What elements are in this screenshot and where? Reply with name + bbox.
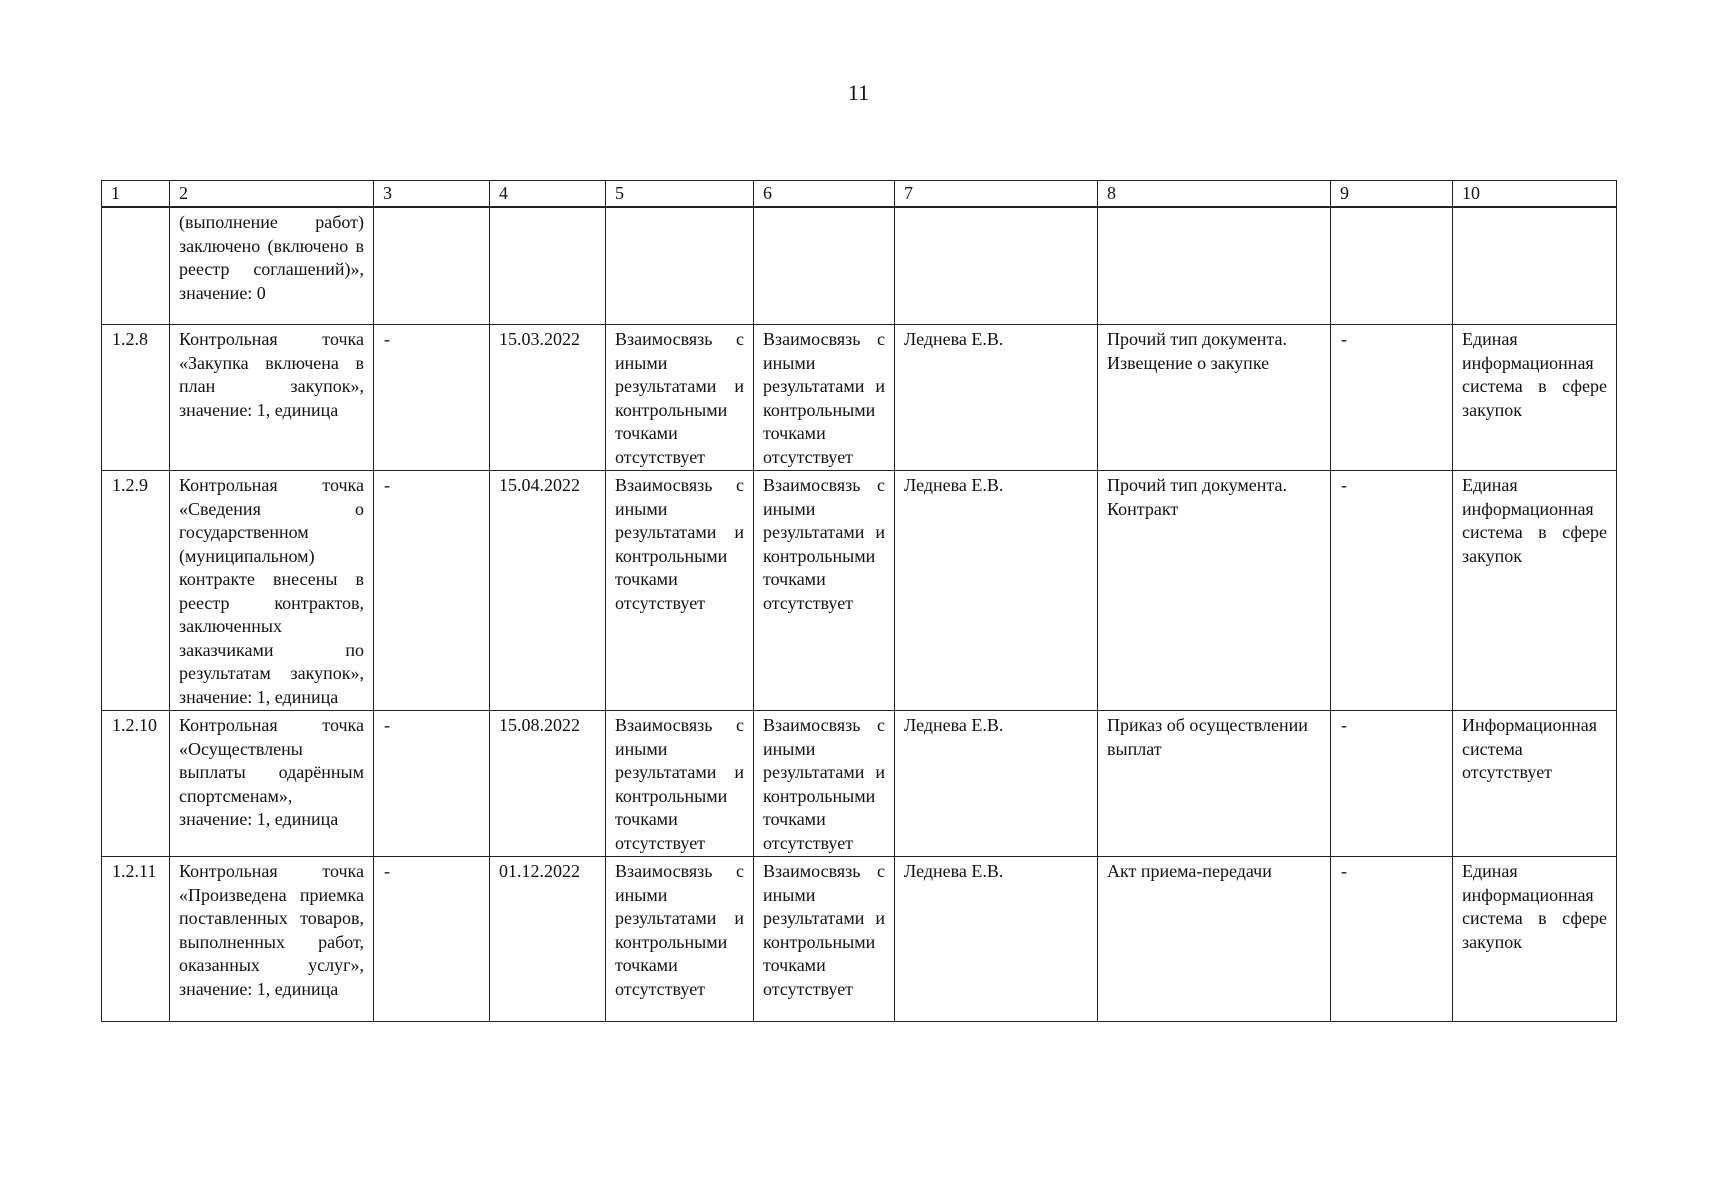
table-row: [102, 325, 1617, 471]
cell-date: 15.08.2022: [490, 711, 606, 857]
cell-date: 15.04.2022: [490, 471, 606, 711]
cell-num: 1.2.10: [102, 711, 170, 857]
cell-link-prev: Взаимосвязь с иными результатами и контрольными точками отсутствует: [606, 325, 754, 471]
header-col-8: 8: [1098, 181, 1331, 208]
cell-responsible: [895, 207, 1098, 325]
header-col-1: 1: [102, 181, 170, 208]
cell-col9: -: [1331, 325, 1453, 471]
cell-info-system: [1453, 207, 1617, 325]
cell-link-next: Взаимосвязь с иными результатами и контрольными точками отсутствует: [754, 857, 895, 1022]
cell-link-next: Взаимосвязь с иными результатами и контрольными точками отсутствует: [754, 711, 895, 857]
cell-doc-type: Приказ об осуществлении выплат: [1098, 711, 1331, 857]
header-col-6: 6: [754, 181, 895, 208]
cell-num: 1.2.8: [102, 325, 170, 471]
cell-info-system: Единая информационная система в сфере закупок: [1453, 325, 1617, 471]
cell-link-prev: Взаимосвязь с иными результатами и контрольными точками отсутствует: [606, 711, 754, 857]
cell-link-next: Взаимосвязь с иными результатами и контрольными точками отсутствует: [754, 471, 895, 711]
table-row: [102, 711, 1617, 857]
cell-col9: -: [1331, 857, 1453, 1022]
table-row: [102, 471, 1617, 711]
cell-name: Контрольная точка «Закупка включена в план закупок», значение: 1, единица: [170, 325, 374, 471]
cell-link-next: Взаимосвязь с иными результатами и контрольными точками отсутствует: [754, 325, 895, 471]
cell-doc-type: Прочий тип документа. Контракт: [1098, 471, 1331, 711]
cell-num: [102, 207, 170, 325]
header-col-10: 10: [1453, 181, 1617, 208]
cell-col3: -: [374, 711, 490, 857]
cell-col3: -: [374, 857, 490, 1022]
control-points-table: [101, 180, 1617, 1022]
cell-info-system: Информационная система отсутствует: [1453, 711, 1617, 857]
page-number: 11: [847, 80, 870, 105]
header-col-2: 2: [170, 181, 374, 208]
cell-col3: -: [374, 325, 490, 471]
header-row: [102, 181, 1617, 208]
cell-name: Контрольная точка «Произведена приемка поставленных товаров, выполненных работ, оказанных услуг», значение: 1, единица: [170, 857, 374, 1022]
cell-responsible: Леднева Е.В.: [895, 711, 1098, 857]
cell-col9: [1331, 207, 1453, 325]
header-col-5: 5: [606, 181, 754, 208]
cell-info-system: Единая информационная система в сфере закупок: [1453, 857, 1617, 1022]
cell-info-system: Единая информационная система в сфере закупок: [1453, 471, 1617, 711]
header-col-7: 7: [895, 181, 1098, 208]
cell-num: 1.2.11: [102, 857, 170, 1022]
header-col-3: 3: [374, 181, 490, 208]
cell-name: Контрольная точка «Осуществлены выплаты одарённым спортсменам», значение: 1, единица: [170, 711, 374, 857]
cell-num: 1.2.9: [102, 471, 170, 711]
cell-date: [490, 207, 606, 325]
cell-doc-type: [1098, 207, 1331, 325]
cell-col3: [374, 207, 490, 325]
cell-responsible: Леднева Е.В.: [895, 471, 1098, 711]
cell-link-next: [754, 207, 895, 325]
cell-responsible: Леднева Е.В.: [895, 325, 1098, 471]
continuation-row: [102, 207, 1617, 325]
cell-col9: -: [1331, 711, 1453, 857]
header-col-4: 4: [490, 181, 606, 208]
cell-name: Контрольная точка «Сведения о государственном (муниципальном) контракте внесены в реестр контрактов, заключенных заказчиками по результатам закупок», значение: 1, единица: [170, 471, 374, 711]
cell-date: 15.03.2022: [490, 325, 606, 471]
cell-date: 01.12.2022: [490, 857, 606, 1022]
header-col-9: 9: [1331, 181, 1453, 208]
cell-doc-type: Акт приема-передачи: [1098, 857, 1331, 1022]
table-row: [102, 857, 1617, 1022]
cell-link-prev: Взаимосвязь с иными результатами и контрольными точками отсутствует: [606, 857, 754, 1022]
cell-col3: -: [374, 471, 490, 711]
cell-responsible: Леднева Е.В.: [895, 857, 1098, 1022]
cell-link-prev: Взаимосвязь с иными результатами и контрольными точками отсутствует: [606, 471, 754, 711]
cell-col9: -: [1331, 471, 1453, 711]
cell-name: (выполнение работ) заключено (включено в реестр соглашений)», значение: 0: [170, 207, 374, 325]
cell-doc-type: Прочий тип документа. Извещение о закупке: [1098, 325, 1331, 471]
cell-link-prev: [606, 207, 754, 325]
